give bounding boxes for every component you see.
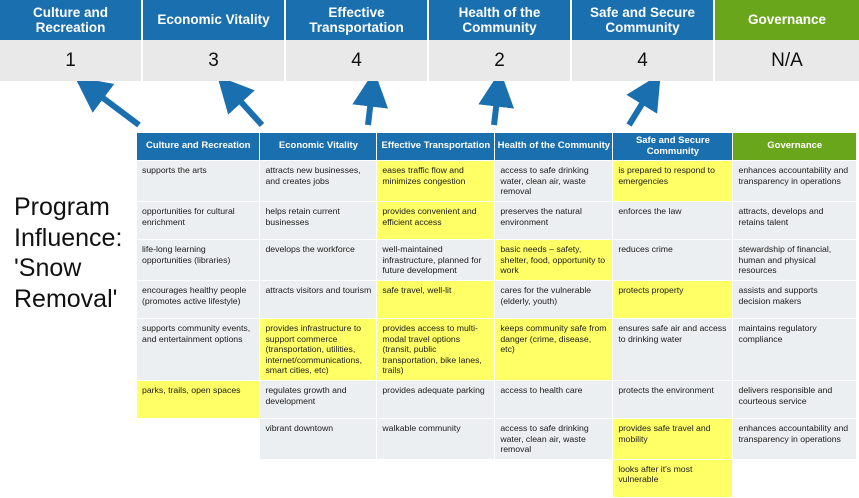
arrow-safe-secure-community	[629, 91, 650, 125]
top-header-0: Culture and Recreation	[0, 0, 143, 40]
matrix-cell-r4-c5: maintains regulatory compliance	[733, 318, 857, 380]
matrix-row	[137, 202, 857, 240]
matrix-cell-r6-c1: vibrant downtown	[260, 418, 377, 459]
matrix-cell-r1-c5: attracts, develops and retains talent	[733, 202, 857, 240]
matrix-column-header-1: Economic Vitality	[260, 133, 377, 161]
arrow-culture-recreation	[91, 89, 139, 125]
matrix-cell-r3-c0: encourages healthy people (promotes active lifestyle)	[137, 280, 260, 318]
matrix-row	[137, 161, 857, 202]
matrix-cell-r2-c4: reduces crime	[613, 240, 733, 281]
score-cell-2: 4	[286, 40, 429, 81]
arrow-economic-vitality	[231, 91, 262, 125]
matrix-row	[137, 280, 857, 318]
matrix-cell-r0-c2: eases traffic flow and minimizes congestion	[377, 161, 495, 202]
matrix-cell-r0-c3: access to safe drinking water, clean air, waste removal	[495, 161, 613, 202]
matrix-cell-r0-c1: attracts new businesses, and creates jobs	[260, 161, 377, 202]
matrix-cell-r2-c5: stewardship of financial, human and physical resources	[733, 240, 857, 281]
matrix-cell-r4-c0: supports community events, and entertainment options	[137, 318, 260, 380]
matrix-column-header-2: Effective Transportation	[377, 133, 495, 161]
matrix-cell-r5-c1: regulates growth and development	[260, 380, 377, 418]
score-cell-0: 1	[0, 40, 143, 81]
matrix-cell-r3-c5: assists and supports decision makers	[733, 280, 857, 318]
strategic-result-header-band	[0, 0, 859, 40]
score-cell-4: 4	[572, 40, 715, 81]
matrix-cell-r4-c1: provides infrastructure to support commerce (transportation, utilities, internet/communications, smart cities, etc)	[260, 318, 377, 380]
arrow-group	[0, 81, 859, 132]
matrix-cell-r6-c0	[137, 418, 260, 459]
matrix-row	[137, 318, 857, 380]
top-header-2: Effective Transportation	[286, 0, 429, 40]
matrix-cell-r2-c2: well-maintained infrastructure, planned for future development	[377, 240, 495, 281]
top-header-4: Safe and Secure Community	[572, 0, 715, 40]
program-influence-caption: Program Influence: 'Snow Removal'	[14, 193, 123, 313]
matrix-cell-r1-c1: helps retain current businesses	[260, 202, 377, 240]
top-header-5: Governance	[715, 0, 859, 40]
matrix-cell-r3-c3: cares for the vulnerable (elderly, youth)	[495, 280, 613, 318]
matrix-cell-r7-c4: looks after it's most vulnerable	[613, 459, 733, 497]
matrix-cell-r6-c3: access to safe drinking water, clean air, waste removal	[495, 418, 613, 459]
matrix-header-row	[137, 133, 857, 161]
top-header-3: Health of the Community	[429, 0, 572, 40]
matrix-cell-r0-c4: is prepared to respond to emergencies	[613, 161, 733, 202]
matrix-cell-r2-c3: basic needs – safety, shelter, food, opportunity to work	[495, 240, 613, 281]
matrix-column-header-5: Governance	[733, 133, 857, 161]
arrow-effective-transportation	[368, 91, 372, 125]
matrix-cell-r4-c3: keeps community safe from danger (crime, disease, etc)	[495, 318, 613, 380]
matrix-row	[137, 380, 857, 418]
matrix-cell-r0-c0: supports the arts	[137, 161, 260, 202]
matrix-cell-r5-c5: delivers responsible and courteous service	[733, 380, 857, 418]
matrix-cell-r1-c0: opportunities for cultural enrichment	[137, 202, 260, 240]
matrix-cell-r5-c2: provides adequate parking	[377, 380, 495, 418]
score-cell-1: 3	[143, 40, 286, 81]
matrix-cell-r6-c4: provides safe travel and mobility	[613, 418, 733, 459]
score-cell-3: 2	[429, 40, 572, 81]
matrix-cell-r4-c4: ensures safe air and access to drinking water	[613, 318, 733, 380]
matrix-cell-r6-c2: walkable community	[377, 418, 495, 459]
matrix-row	[137, 240, 857, 281]
matrix-row	[137, 418, 857, 459]
matrix-cell-r3-c4: protects property	[613, 280, 733, 318]
matrix-cell-r5-c3: access to health care	[495, 380, 613, 418]
matrix-cell-r1-c2: provides convenient and efficient access	[377, 202, 495, 240]
strategic-result-score-band	[0, 40, 859, 81]
strategic-results-matrix	[136, 132, 857, 498]
matrix-cell-r1-c4: enforces the law	[613, 202, 733, 240]
matrix-cell-r4-c2: provides access to multi-modal travel options (transit, public transportation, bike lanes, trails)	[377, 318, 495, 380]
matrix-cell-r6-c5: enhances accountability and transparency in operations	[733, 418, 857, 459]
top-header-1: Economic Vitality	[143, 0, 286, 40]
matrix-column-header-3: Health of the Community	[495, 133, 613, 161]
score-cell-5: N/A	[715, 40, 859, 81]
arrow-health-community	[494, 91, 498, 125]
matrix-cell-r1-c3: preserves the natural environment	[495, 202, 613, 240]
matrix-column-header-4: Safe and Secure Community	[613, 133, 733, 161]
matrix-cell-r3-c1: attracts visitors and tourism	[260, 280, 377, 318]
matrix-cell-r0-c5: enhances accountability and transparency in operations	[733, 161, 857, 202]
matrix-cell-r2-c1: develops the workforce	[260, 240, 377, 281]
matrix-cell-r5-c4: protects the environment	[613, 380, 733, 418]
matrix-column-header-0: Culture and Recreation	[137, 133, 260, 161]
matrix-cell-r3-c2: safe travel, well-lit	[377, 280, 495, 318]
matrix-cell-r2-c0: life-long learning opportunities (libraries)	[137, 240, 260, 281]
matrix-cell-r5-c0: parks, trails, open spaces	[137, 380, 260, 418]
